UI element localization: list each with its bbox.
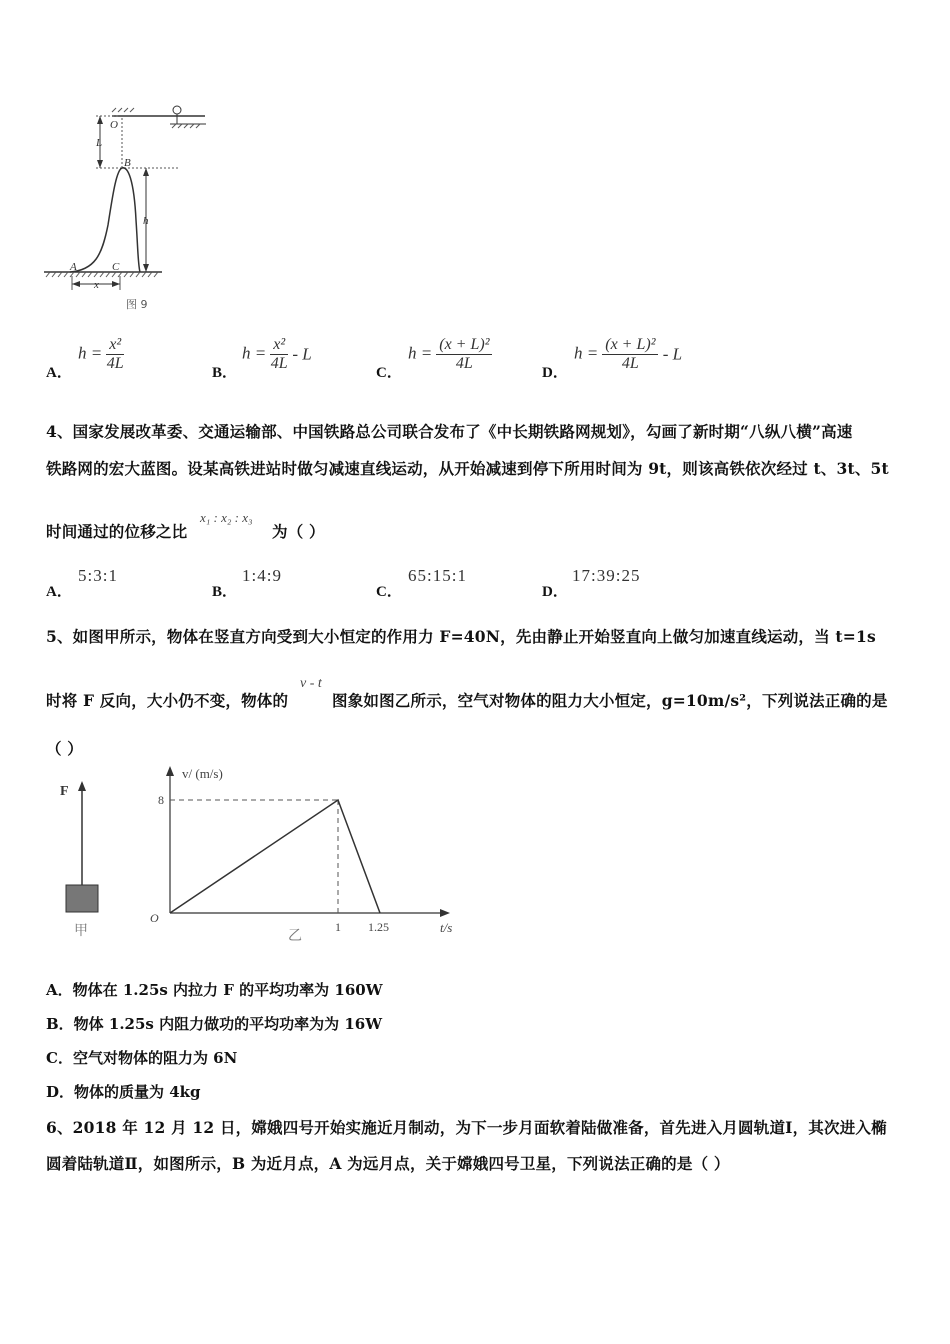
- q5-line-3: （ ）: [46, 739, 83, 758]
- q3-option-c-formula: h = $\frac{\text{(x + L)²}}{4L}$: [408, 336, 492, 373]
- q3-option-a-label: A．: [46, 365, 72, 381]
- y-tick-label-8: 8: [158, 793, 164, 807]
- right-ground-hatch: [172, 124, 200, 128]
- q3-option-b-label: B．: [212, 365, 238, 381]
- label-x: x: [94, 279, 99, 291]
- q5-vt-symbol: v - t: [300, 676, 322, 691]
- l-arrow-head-up: [97, 116, 103, 124]
- label-L: L: [96, 137, 103, 149]
- y-axis-label: v/ (m/s): [182, 766, 223, 781]
- q5-line-1: 5、如图甲所示，物体在竖直方向受到大小恒定的作用力 F=40N，先由静止开始竖直向上做匀加速直线运动，当 t=1s: [46, 627, 876, 646]
- q4-option-c-label: C．: [376, 584, 402, 600]
- label-A: A: [70, 261, 77, 273]
- label-O: O: [110, 119, 118, 131]
- q5-line-2-post: 图象如图乙所示，空气对物体的阻力大小恒定，g=10m/s²，下列说法正确的是: [332, 691, 888, 710]
- figure-jia-caption: 甲: [74, 923, 88, 939]
- chart-caption: 乙: [288, 928, 302, 944]
- q4-line-2: 铁路网的宏大蓝图。设某高铁进站时做匀减速直线运动，从开始减速到停下所用时间为 9t，则该高铁依次经过 t、3t、5t: [46, 459, 889, 478]
- block: [66, 885, 98, 912]
- label-B: B: [124, 157, 131, 169]
- q5-option-d: D．物体的质量为 4kg: [46, 1083, 201, 1101]
- velocity-series-line: [170, 800, 380, 913]
- q4-option-b-label: B．: [212, 584, 238, 600]
- vt-chart: [140, 760, 470, 950]
- x-tick-label-1-25: 1.25: [368, 920, 389, 934]
- l-arrow-head-down: [97, 160, 103, 168]
- q4-option-a-value: 5:3:1: [78, 566, 118, 585]
- label-h: h: [143, 215, 149, 227]
- figure-9-diagram: [40, 100, 220, 315]
- q5-option-a: A．物体在 1.25s 内拉力 F 的平均功率为 160W: [46, 981, 383, 999]
- x-tick-label-1: 1: [335, 920, 341, 934]
- q4-line-3-pre: 时间通过的位移之比: [46, 522, 188, 541]
- q6-line-1: 6、2018 年 12 月 12 日，嫦娥四号开始实施近月制动，为下一步月面软着陆做准备，首先进入月圆轨道Ⅰ，其次进入椭: [46, 1118, 887, 1137]
- track-curve: [70, 168, 140, 272]
- q3-option-b-formula: h = $\frac{\text{x²}}{4L}$ - L: [242, 336, 312, 372]
- q3-option-d-formula: h = $\frac{\text{(x + L)²}}{4L}$ - L: [574, 336, 683, 372]
- origin-label: O: [150, 911, 159, 925]
- q4-ratio-symbol: x₁ : x₂ : x₃: [200, 510, 253, 525]
- h-arrow-head-down: [143, 264, 149, 272]
- q4-option-b-value: 1:4:9: [242, 566, 282, 585]
- x-arrow-head-right: [112, 281, 120, 287]
- figure-jia: [50, 775, 120, 945]
- q4-line-1: 4、国家发展改革委、交通运输部、中国铁路总公司联合发布了《中长期铁路网规划》，勾画了新时期“八纵八横”高速: [46, 422, 853, 441]
- q6-line-2: 圆着陆轨道Ⅱ，如图所示，B 为近月点，A 为远月点，关于嫦娥四号卫星，下列说法正确的是（ ）: [46, 1154, 730, 1173]
- x-axis-label: t/s: [440, 920, 453, 935]
- q5-option-b: B．物体 1.25s 内阻力做功的平均功率为为 16W: [46, 1015, 383, 1033]
- q3-option-a-formula: h = $\frac{\text{x²}}{4L}$: [78, 336, 124, 372]
- y-axis-arrow: [166, 766, 174, 776]
- x-axis-arrow: [440, 909, 450, 917]
- q5-line-2-pre: 时将 F 反向，大小仍不变，物体的: [46, 691, 289, 710]
- q4-option-a-label: A．: [46, 584, 72, 600]
- q5-option-c: C．空气对物体的阻力为 6N: [46, 1049, 238, 1067]
- q4-line-3-post: 为（ ）: [272, 522, 325, 541]
- h-arrow-head-up: [143, 168, 149, 176]
- force-arrow-head: [78, 781, 86, 791]
- pivot-circle: [173, 106, 181, 114]
- force-label: F: [60, 784, 69, 799]
- q3-option-c-label: C．: [376, 365, 402, 381]
- q4-option-d-label: D．: [542, 584, 568, 600]
- q4-option-c-value: 65:15:1: [408, 566, 467, 585]
- x-arrow-head-left: [72, 281, 80, 287]
- q4-option-d-value: 17:39:25: [572, 566, 641, 585]
- label-C: C: [112, 261, 120, 273]
- figure-9-caption: 图 9: [126, 298, 148, 311]
- ceiling-hatch: [112, 108, 134, 112]
- q3-option-d-label: D．: [542, 365, 568, 381]
